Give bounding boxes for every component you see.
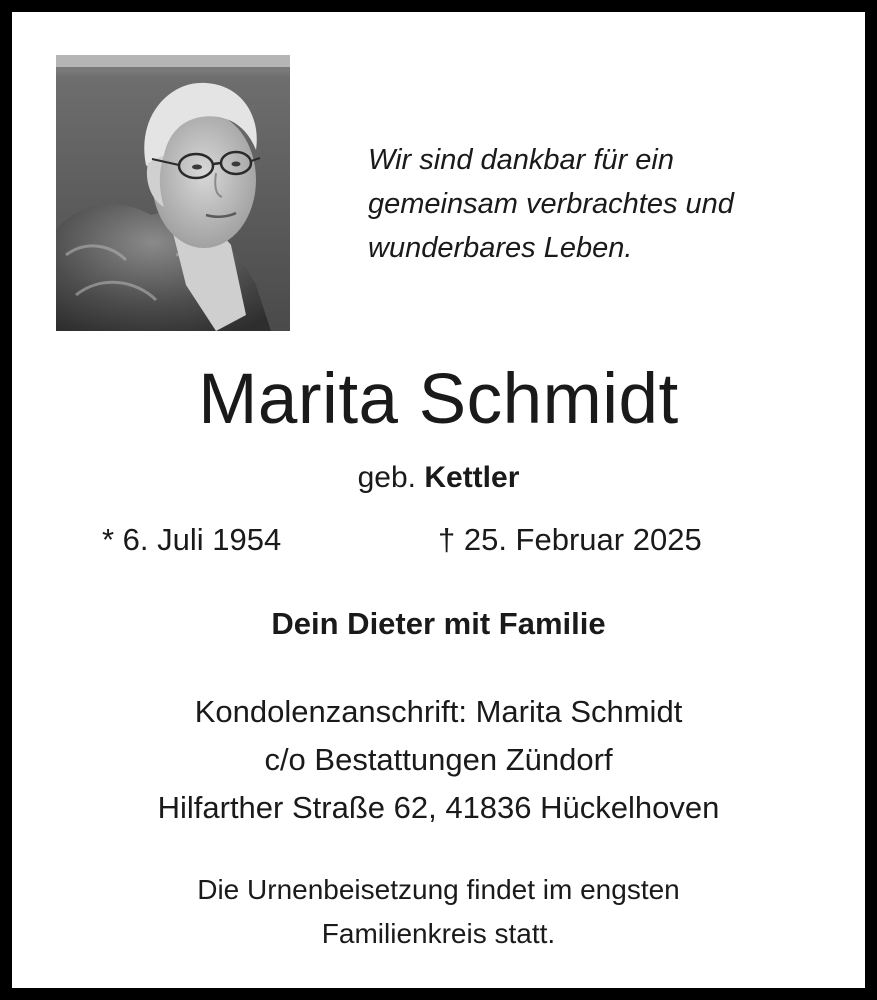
burial-note — [12, 868, 865, 956]
maiden-name: Kettler — [424, 461, 520, 494]
condolence-address — [12, 688, 865, 832]
birth-date: * 6. Juli 1954 — [102, 522, 282, 557]
birth-name-line — [12, 458, 865, 498]
quote-line: wunderbares Leben. — [368, 232, 633, 264]
note-line: Die Urnenbeisetzung findet im engsten — [197, 874, 680, 905]
death-date: † 25. Februar 2025 — [438, 522, 702, 557]
address-line: Hilfarther Straße 62, 41836 Hückelhoven — [157, 790, 720, 825]
signoff-mourners: Dein Dieter mit Familie — [271, 606, 606, 641]
birth-prefix: geb. — [357, 461, 416, 494]
address-line: c/o Bestattungen Zündorf — [264, 742, 613, 777]
memorial-quote — [368, 138, 838, 270]
address-line: Kondolenzanschrift: Marita Schmidt — [194, 694, 683, 729]
obituary-card — [12, 12, 865, 988]
portrait-photo — [56, 55, 290, 331]
quote-line: Wir sind dankbar für ein — [368, 144, 674, 176]
deceased-name: Marita Schmidt — [198, 360, 679, 439]
note-line: Familienkreis statt. — [321, 918, 556, 949]
quote-line: gemeinsam verbrachtes und — [368, 188, 734, 220]
